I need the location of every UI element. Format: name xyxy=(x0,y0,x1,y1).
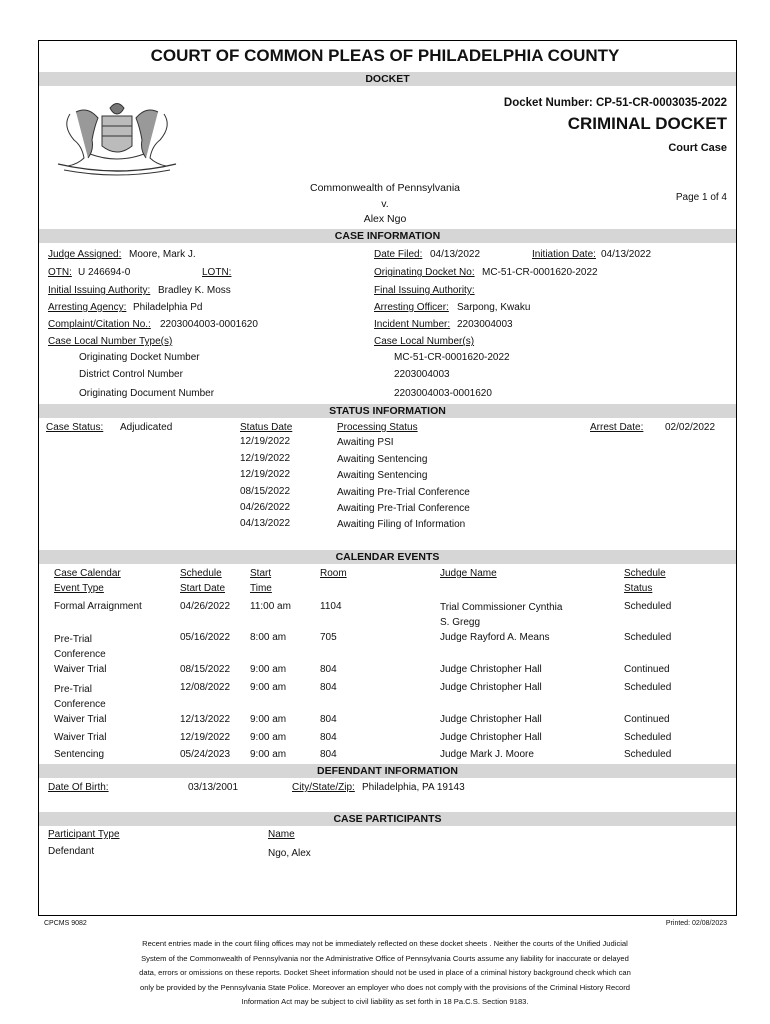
case-information-bar: CASE INFORMATION xyxy=(39,229,736,243)
originating-docket-value: MC-51-CR-0001620-2022 xyxy=(482,267,598,278)
local-number-row: 2203004003 xyxy=(394,369,450,380)
case-kind: Court Case xyxy=(668,142,727,154)
event-date: 12/13/2022 xyxy=(180,714,231,725)
processing-status: Awaiting Filing of Information xyxy=(337,519,466,530)
event-type: Pre-Trial xyxy=(54,684,92,695)
event-room: 804 xyxy=(320,749,337,760)
event-type: Conference xyxy=(54,699,106,710)
event-type: Sentencing xyxy=(54,749,105,760)
local-type-label: Case Local Number Type(s) xyxy=(48,336,173,347)
event-type: Waiver Trial xyxy=(54,732,107,743)
arresting-agency-value: Philadelphia Pd xyxy=(133,302,203,313)
status-date: 08/15/2022 xyxy=(240,486,291,497)
event-time: 9:00 am xyxy=(250,714,287,725)
event-type: Conference xyxy=(54,649,106,660)
otn-value: U 246694-0 xyxy=(78,267,131,278)
disclaimer-line: System of the Commonwealth of Pennsylvania nor the Administrative Office of Pennsylvania Courts assume any liability for inaccurate or delayed xyxy=(141,953,629,963)
complaint-label: Complaint/Citation No.: xyxy=(48,319,151,330)
event-status: Scheduled xyxy=(624,601,672,612)
processing-status: Awaiting Pre-Trial Conference xyxy=(337,503,470,514)
printed-date: Printed: 02/08/2023 xyxy=(665,920,727,927)
event-judge: Judge Rayford A. Means xyxy=(440,632,550,643)
status-date: 04/13/2022 xyxy=(240,518,291,529)
event-time: 9:00 am xyxy=(250,749,287,760)
date-filed-value: 04/13/2022 xyxy=(430,249,481,260)
col-event-type: Event Type xyxy=(54,583,104,594)
initial-issuing-label: Initial Issuing Authority: xyxy=(48,285,151,296)
event-judge: S. Gregg xyxy=(440,617,481,628)
event-time: 9:00 am xyxy=(250,664,287,675)
originating-docket-label: Originating Docket No: xyxy=(374,267,475,278)
case-participants-bar: CASE PARTICIPANTS xyxy=(39,812,736,826)
complaint-value: 2203004003-0001620 xyxy=(160,319,258,330)
case-status-value: Adjudicated xyxy=(120,422,173,433)
event-type: Waiver Trial xyxy=(54,664,107,675)
page-number: Page 1 of 4 xyxy=(675,192,727,203)
event-room: 804 xyxy=(320,682,337,693)
col-room: Room xyxy=(320,568,347,579)
incident-number-value: 2203004003 xyxy=(457,319,513,330)
col-start-time: Time xyxy=(250,583,272,594)
local-number-row: MC-51-CR-0001620-2022 xyxy=(394,352,510,363)
event-judge: Trial Commissioner Cynthia xyxy=(440,602,563,613)
arresting-officer-label: Arresting Officer: xyxy=(374,302,449,313)
arrest-date-value: 02/02/2022 xyxy=(665,422,716,433)
arresting-officer-value: Sarpong, Kwaku xyxy=(457,302,531,313)
processing-status: Awaiting Sentencing xyxy=(337,454,428,465)
event-date: 08/15/2022 xyxy=(180,664,231,675)
caption-line1: Commonwealth of Pennsylvania xyxy=(310,182,460,194)
disclaimer-line: only be provided by the Pennsylvania State Police. Moreover an employer who does not comply with the provisions of the Criminal History Record xyxy=(139,982,631,992)
initiation-date-value: 04/13/2022 xyxy=(601,249,652,260)
arresting-agency-label: Arresting Agency: xyxy=(48,302,127,313)
participant-type-label: Participant Type xyxy=(48,829,120,840)
status-information-bar: STATUS INFORMATION xyxy=(39,404,736,418)
local-type-row: Originating Docket Number xyxy=(79,352,200,363)
local-numbers-label: Case Local Number(s) xyxy=(374,336,475,347)
event-date: 05/16/2022 xyxy=(180,632,231,643)
event-date: 12/19/2022 xyxy=(180,732,231,743)
event-time: 8:00 am xyxy=(250,632,287,643)
date-filed-label: Date Filed: xyxy=(374,249,423,260)
judge-value: Moore, Mark J. xyxy=(129,249,196,260)
event-room: 1104 xyxy=(320,601,342,612)
defendant-information-bar: DEFENDANT INFORMATION xyxy=(39,764,736,778)
calendar-events-bar: CALENDAR EVENTS xyxy=(39,550,736,564)
status-date: 12/19/2022 xyxy=(240,453,291,464)
status-date: 12/19/2022 xyxy=(240,469,291,480)
event-judge: Judge Christopher Hall xyxy=(440,664,542,675)
participant-name-label: Name xyxy=(268,829,295,840)
disclaimer-line: data, errors or omissions on these reports. Docket Sheet information should not be used in place of a criminal history background check which can xyxy=(139,968,631,977)
status-date: 12/19/2022 xyxy=(240,436,291,447)
caption-line2: v. xyxy=(381,198,389,210)
col-schedule-status: Schedule xyxy=(624,568,666,579)
event-status: Scheduled xyxy=(624,749,672,760)
col-start-date: Schedule xyxy=(180,568,222,579)
local-type-row: District Control Number xyxy=(79,369,183,380)
processing-status-label: Processing Status xyxy=(337,422,418,433)
event-time: 11:00 am xyxy=(250,601,291,612)
col-start-date: Start Date xyxy=(180,583,226,594)
disclaimer-line: Recent entries made in the court filing offices may not be immediately reflected on these docket sheets . Neither the courts of the Unified Judicial xyxy=(142,939,628,948)
local-number-row: 2203004003-0001620 xyxy=(394,388,492,399)
docket-bar: DOCKET xyxy=(39,72,736,86)
event-status: Scheduled xyxy=(624,682,672,693)
col-judge-name: Judge Name xyxy=(440,568,497,579)
participant-type-value: Defendant xyxy=(48,846,95,857)
event-status: Continued xyxy=(624,664,670,675)
event-type: Formal Arraignment xyxy=(54,601,142,612)
final-issuing-label: Final Issuing Authority: xyxy=(374,285,475,296)
judge-label: Judge Assigned: xyxy=(48,249,122,260)
event-date: 12/08/2022 xyxy=(180,682,231,693)
case-status-label: Case Status: xyxy=(46,422,104,433)
otn-label: OTN: xyxy=(48,267,72,278)
dob-label: Date Of Birth: xyxy=(48,782,109,793)
processing-status: Awaiting Sentencing xyxy=(337,470,428,481)
event-room: 804 xyxy=(320,714,337,725)
event-status: Scheduled xyxy=(624,732,672,743)
event-status: Scheduled xyxy=(624,632,672,643)
seal-icon xyxy=(50,94,184,176)
initial-issuing-value: Bradley K. Moss xyxy=(158,285,231,296)
col-start-time: Start xyxy=(250,568,272,579)
event-status: Continued xyxy=(624,714,670,725)
court-title: COURT OF COMMON PLEAS OF PHILADELPHIA COUNTY xyxy=(150,46,620,65)
city-state-zip-label: City/State/Zip: xyxy=(292,782,355,793)
event-judge: Judge Christopher Hall xyxy=(440,714,542,725)
event-type: Waiver Trial xyxy=(54,714,107,725)
event-date: 05/24/2023 xyxy=(180,749,231,760)
participant-name-value: Ngo, Alex xyxy=(268,848,311,859)
processing-status: Awaiting Pre-Trial Conference xyxy=(337,487,470,498)
city-state-zip-value: Philadelphia, PA 19143 xyxy=(362,782,465,793)
event-room: 804 xyxy=(320,732,337,743)
incident-number-label: Incident Number: xyxy=(374,319,451,330)
docket-number: Docket Number: CP-51-CR-0003035-2022 xyxy=(503,97,727,109)
disclaimer xyxy=(0,937,770,1010)
col-event-type: Case Calendar xyxy=(54,568,121,579)
disclaimer-line: Information Act may be subject to civil liability as set forth in 18 Pa.C.S. Section 9183. xyxy=(241,997,529,1006)
dob-value: 03/13/2001 xyxy=(188,782,239,793)
status-date: 04/26/2022 xyxy=(240,502,291,513)
arrest-date-label: Arrest Date: xyxy=(590,422,644,433)
event-room: 804 xyxy=(320,664,337,675)
event-judge: Judge Christopher Hall xyxy=(440,732,542,743)
local-type-row: Originating Document Number xyxy=(79,388,215,399)
event-time: 9:00 am xyxy=(250,732,287,743)
form-id: CPCMS 9082 xyxy=(44,920,87,927)
event-judge: Judge Christopher Hall xyxy=(440,682,542,693)
lotn-label: LOTN: xyxy=(202,267,232,278)
status-date-label: Status Date xyxy=(240,422,293,433)
col-schedule-status: Status xyxy=(624,583,653,594)
processing-status: Awaiting PSI xyxy=(337,437,394,448)
event-room: 705 xyxy=(320,632,337,643)
docket-type: CRIMINAL DOCKET xyxy=(567,114,727,133)
pennsylvania-seal xyxy=(50,94,184,176)
event-time: 9:00 am xyxy=(250,682,287,693)
event-judge: Judge Mark J. Moore xyxy=(440,749,534,760)
initiation-date-label: Initiation Date: xyxy=(532,249,596,260)
event-date: 04/26/2022 xyxy=(180,601,231,612)
event-type: Pre-Trial xyxy=(54,634,92,645)
caption-line3: Alex Ngo xyxy=(363,213,407,225)
